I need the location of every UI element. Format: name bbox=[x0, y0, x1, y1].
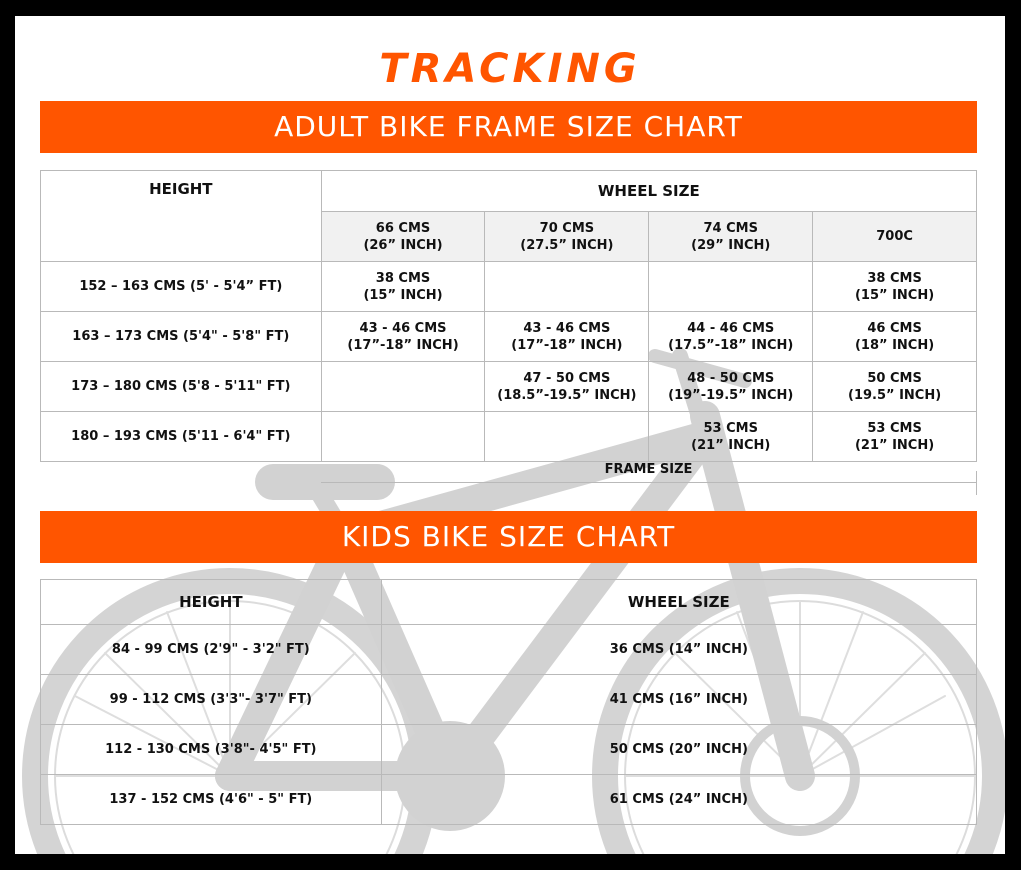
size-cell: 53 CMS (21” INCH) bbox=[813, 412, 977, 462]
size-cell: 53 CMS (21” INCH) bbox=[649, 412, 813, 462]
size-cell: 44 - 46 CMS (17.5”-18” INCH) bbox=[649, 312, 813, 362]
wheel-col-700c: 700C bbox=[813, 212, 977, 262]
height-cell: 84 - 99 CMS (2'9" - 3'2" FT) bbox=[41, 625, 382, 675]
size-cell bbox=[321, 362, 485, 412]
table-row bbox=[41, 262, 977, 312]
wheel-cell: 41 CMS (16” INCH) bbox=[381, 675, 976, 725]
table-row bbox=[41, 675, 977, 725]
size-cell bbox=[321, 412, 485, 462]
frame-size-divider bbox=[321, 482, 976, 483]
size-cell bbox=[649, 262, 813, 312]
wheel-cell: 50 CMS (20” INCH) bbox=[381, 725, 976, 775]
size-cell: 48 - 50 CMS (19”-19.5” INCH) bbox=[649, 362, 813, 412]
table-row bbox=[41, 775, 977, 825]
table-row bbox=[41, 625, 977, 675]
adult-chart-title: ADULT BIKE FRAME SIZE CHART bbox=[40, 101, 977, 153]
size-cell: 50 CMS (19.5” INCH) bbox=[813, 362, 977, 412]
kids-size-table bbox=[40, 579, 977, 825]
kids-height-header: HEIGHT bbox=[41, 580, 382, 625]
size-cell: 47 - 50 CMS (18.5”-19.5” INCH) bbox=[485, 362, 649, 412]
wheel-cell: 61 CMS (24” INCH) bbox=[381, 775, 976, 825]
table-row bbox=[41, 312, 977, 362]
size-chart-page bbox=[15, 16, 1005, 854]
brand-logo: TRACKING bbox=[379, 46, 641, 92]
wheel-col-70: 70 CMS (27.5” INCH) bbox=[485, 212, 649, 262]
table-row bbox=[41, 362, 977, 412]
adult-height-header: HEIGHT bbox=[41, 171, 322, 262]
kids-wheel-size-header: WHEEL SIZE bbox=[381, 580, 976, 625]
wheel-col-74: 74 CMS (29” INCH) bbox=[649, 212, 813, 262]
frame-size-tick bbox=[976, 471, 977, 495]
size-cell: 43 - 46 CMS (17”-18” INCH) bbox=[485, 312, 649, 362]
height-cell: 180 – 193 CMS (5'11 - 6'4" FT) bbox=[41, 412, 322, 462]
height-cell: 152 – 163 CMS (5' - 5'4” FT) bbox=[41, 262, 322, 312]
adult-size-table bbox=[40, 170, 977, 462]
height-cell: 112 - 130 CMS (3'8"- 4'5" FT) bbox=[41, 725, 382, 775]
kids-chart-title: KIDS BIKE SIZE CHART bbox=[40, 511, 977, 563]
height-cell: 137 - 152 CMS (4'6" - 5" FT) bbox=[41, 775, 382, 825]
height-cell: 173 – 180 CMS (5'8 - 5'11" FT) bbox=[41, 362, 322, 412]
wheel-col-66: 66 CMS (26” INCH) bbox=[321, 212, 485, 262]
size-cell bbox=[485, 412, 649, 462]
height-cell: 99 - 112 CMS (3'3"- 3'7" FT) bbox=[41, 675, 382, 725]
size-cell bbox=[485, 262, 649, 312]
table-row bbox=[41, 725, 977, 775]
size-cell: 43 - 46 CMS (17”-18” INCH) bbox=[321, 312, 485, 362]
size-cell: 38 CMS (15” INCH) bbox=[813, 262, 977, 312]
wheel-cell: 36 CMS (14” INCH) bbox=[381, 625, 976, 675]
height-cell: 163 – 173 CMS (5'4" - 5'8" FT) bbox=[41, 312, 322, 362]
size-cell: 38 CMS (15” INCH) bbox=[321, 262, 485, 312]
adult-wheel-size-header: WHEEL SIZE bbox=[321, 171, 976, 212]
size-cell: 46 CMS (18” INCH) bbox=[813, 312, 977, 362]
frame-size-label: FRAME SIZE bbox=[604, 462, 693, 477]
table-row bbox=[41, 412, 977, 462]
